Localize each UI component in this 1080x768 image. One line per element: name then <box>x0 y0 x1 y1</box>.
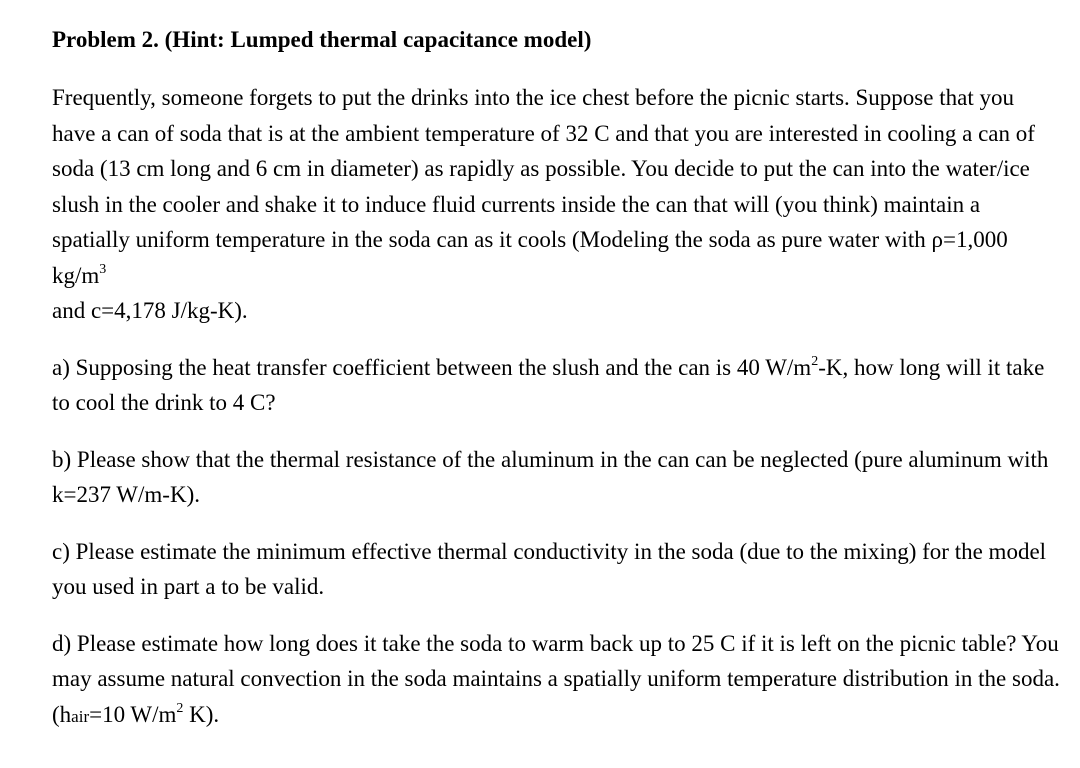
intro-text-end: and c=4,178 J/kg-K). <box>52 298 248 323</box>
intro-text: Frequently, someone forgets to put the drinks into the ice chest before the picnic starts. Suppose that you have a can of soda that is at the ambient temperature of 32 C and that you are interested in cooling a can of soda (13 cm long and 6 cm in diameter) as rapidly as possible. You decide to put the can into the water/ice slush in the cooler and shake it to induce fluid currents inside the can that will (you think) maintain a spatially uniform temperature in the soda can as it cools (Modeling the soda as pure water with ρ=1,000 kg/m <box>52 85 1035 288</box>
part-a-text: a) Supposing the heat transfer coefficient between the slush and the can is 40 W/m <box>52 354 812 380</box>
part-d-subscript: air <box>71 706 90 726</box>
part-d <box>52 626 1062 735</box>
part-c: c) Please estimate the minimum effective thermal conductivity in the soda (due to the mixing) for the model you used in part a to be valid. <box>52 538 1047 599</box>
part-a-superscript: 2 <box>811 353 819 369</box>
problem-document <box>52 22 1062 755</box>
part-b: b) Please show that the thermal resistance of the aluminum in the can can be neglected (pure aluminum with k=237 W/m-K). <box>52 446 1049 507</box>
part-d-text-end: K). <box>183 701 220 727</box>
part-d-superscript: 2 <box>176 700 184 716</box>
problem-intro <box>52 80 1062 329</box>
part-a <box>52 350 1062 421</box>
part-a-text-end: -K, how long will it take to cool the drink to 4 C? <box>52 354 1045 415</box>
problem-title: Problem 2. (Hint: Lumped thermal capacitance model) <box>52 27 592 52</box>
part-d-text-mid: =10 W/m <box>89 701 177 727</box>
intro-superscript: 3 <box>99 261 107 277</box>
part-d-text: d) Please estimate how long does it take the soda to warm back up to 25 C if it is left on the picnic table? You may assume natural convection in the soda maintains a spatially uniform temperature distribution in the soda. (h <box>52 630 1060 727</box>
